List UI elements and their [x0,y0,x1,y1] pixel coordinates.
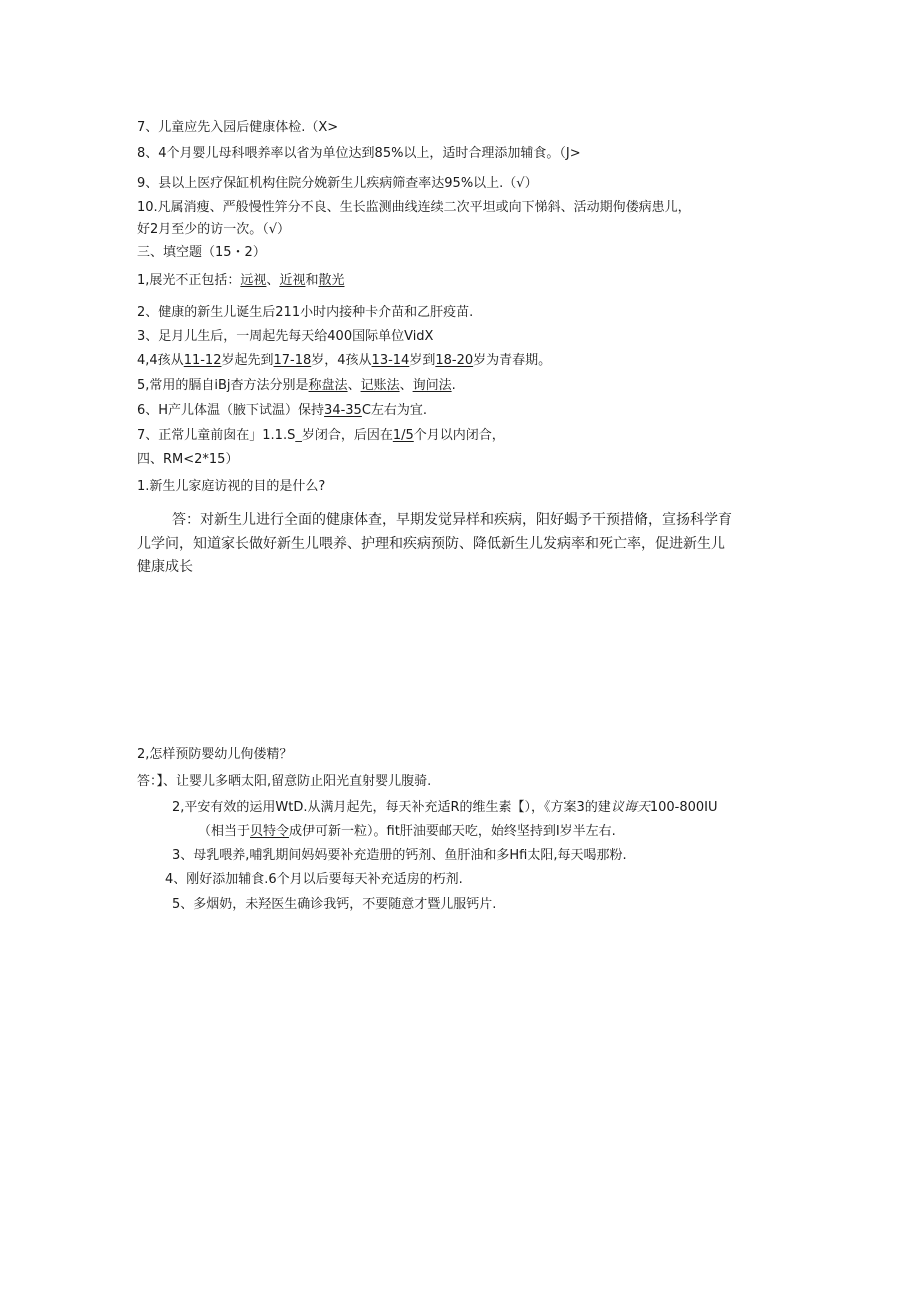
fill-q6-p1: 6、H产儿体温（腋下试温）保持 [137,403,325,418]
judgement-q8: 8、4个月婴儿母科喂养率以省为单位达到85%以上，适时合理添加辅食。（J> [137,146,581,161]
essay-a2-item4: 4、刚好添加辅食.6个月以后要每天补充适房的朽剂. [165,872,463,887]
fill-q5-p1: 5,常用的膈自iBj杳方法分别是 [137,378,309,393]
fill-q5-answer-1: 称盘法 [308,378,348,393]
fill-q4-answer-4: 18-20 [435,353,474,368]
essay-a2-item5: 5、多烟奶，未羟医生确诊我钙，不要随意才暨儿服钙片. [172,897,497,912]
essay-a2-item2-cont-p1: （相当于 [198,824,251,839]
fill-q5-sep1: 、 [347,378,361,393]
fill-q5 [137,377,456,395]
fill-q4-p5: 岁为青春期。 [473,353,552,368]
fill-q1 [137,272,344,290]
fill-q5-p2: . [451,378,456,393]
essay-a2-item2 [172,799,718,817]
essay-q1: 1.新生儿家庭访视的目的是什么? [137,479,326,494]
essay-a2-item2-cont [198,823,616,841]
fill-q4-p2: 岁起先到 [221,353,274,368]
fill-q7-answer-1: 1/5 [392,428,414,443]
fill-q1-prefix: 1,展光不正包括： [137,273,241,288]
fill-q2: 2、健康的新生儿诞生后211小时内接种卡介苗和乙肝疫苗. [137,305,474,320]
essay-a2-item2-italic: 议诲天 [610,800,650,815]
fill-q6-p2: C左右为宜. [361,403,428,418]
judgement-q10-line2: 好2月至少的访一次。（√） [137,222,291,237]
essay-a2-item1: 答：】、让婴儿多晒太阳,留意防止阳光直射婴儿腹骑. [137,774,432,789]
essay-a2-item3: 3、母乳喂养,哺乳期间妈妈要补充造册的钙剂、鱼肝油和多Hfi太阳,每天喝那粉. [172,848,627,863]
fill-q5-answer-3: 询问法 [412,378,452,393]
fill-q3: 3、足月儿生后，一周起先每天给400国际单位VidX [137,329,434,344]
fill-q6-answer-1: 34-35 [324,403,362,418]
fill-heading: 三、填空题（15・2） [137,245,266,260]
fill-q1-sep: 、 [266,273,280,288]
fill-q7-p1: 7、正常儿童前囱在」1.1.S_岁闭合，后因在 [137,428,393,443]
fill-q4 [137,352,551,370]
fill-q4-answer-2: 17-18 [273,353,312,368]
fill-q1-answer-3: 散光 [318,273,345,288]
essay-a2-item2-cont-p2: 成伊可新一粒）。fit肝油要邮天吃，始终坚持到I岁半左右. [289,824,616,839]
essay-a2-item2-cont-underlined: 贝特令 [250,824,290,839]
fill-q1-mid: 和 [305,273,319,288]
essay-a1-line2: 儿学问，知道家长做好新生儿喂养、护理和疾病预防、降低新生儿发病率和死亡率，促进新生儿 [137,536,725,552]
fill-q4-p3: 岁，4孩从 [311,353,372,368]
essay-heading: 四、RM<2*15） [137,452,239,467]
fill-q5-sep2: 、 [399,378,413,393]
essay-a2-item2-p1: 2,平安有效的运用WtD.从满月起先，每天补充适R的维生素【），《方案3的建 [172,800,611,815]
fill-q5-answer-2: 记账法 [360,378,400,393]
fill-q4-answer-3: 13-14 [371,353,410,368]
fill-q4-p4: 岁到 [409,353,436,368]
fill-q4-p1: 4,4孩从 [137,353,184,368]
judgement-q9: 9、县以上医疗保缸机构住院分娩新生儿疾病筛查率达95%以上.（√） [137,176,538,191]
judgement-q10-line1: 10.凡属消瘦、严般慢性笄分不良、生长监测曲线连续二次平坦或向下悌斜、活动期佝偻病患儿， [137,200,691,215]
essay-a1-line3: 健康成长 [137,559,193,575]
fill-q7-p2: 个月以内闭合， [413,428,505,443]
essay-a1-line1: 答：对新生儿进行全面的健康体查，早期发觉异样和疾病，阳好蝎予干预措脩，宣扬科学育 [172,512,732,528]
fill-q7 [137,427,505,445]
essay-a2-item2-p2: 100-800IU [649,800,718,815]
fill-q6 [137,402,427,420]
fill-q1-answer-1: 远视 [240,273,267,288]
essay-q2: 2,怎样预防婴幼儿佝偻精？ [137,747,293,762]
fill-q1-answer-2: 近视 [279,273,306,288]
judgement-q7: 7、儿童应先入园后健康体检.（X> [137,120,339,135]
fill-q4-answer-1: 11-12 [183,353,222,368]
